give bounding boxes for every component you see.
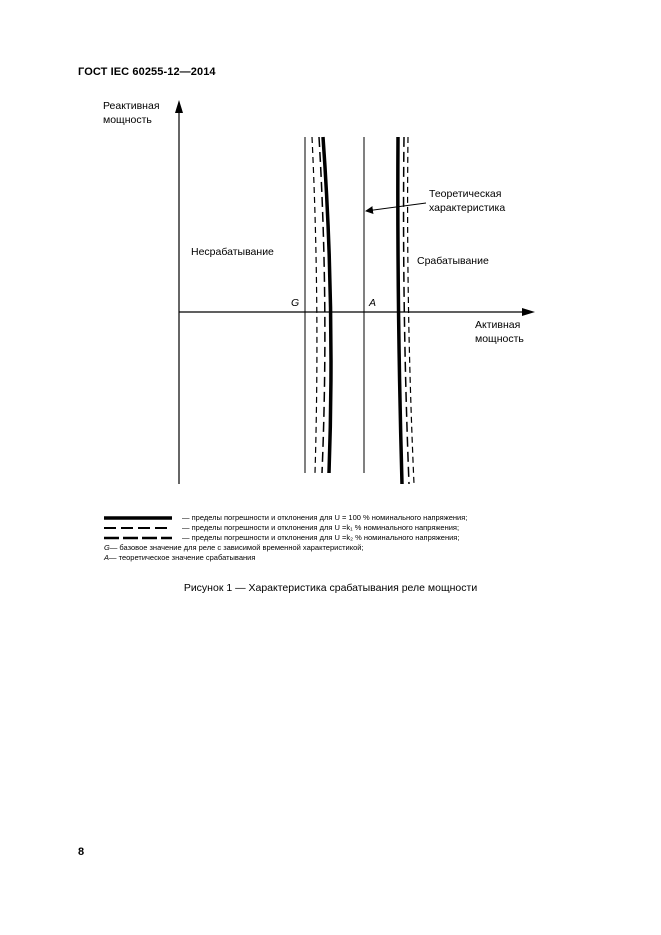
legend-sample-medium-dash bbox=[104, 533, 172, 543]
legend-row-k2 bbox=[104, 533, 574, 543]
a-curve-100 bbox=[398, 137, 402, 484]
y-axis-arrow bbox=[175, 100, 183, 113]
figure-caption: Рисунок 1 — Характеристика срабатывания реле мощности bbox=[183, 582, 478, 594]
x-axis-label-line2: мощность bbox=[475, 333, 524, 345]
g-curve-k1 bbox=[319, 137, 325, 473]
y-axis-label-line1: Реактивная bbox=[103, 100, 160, 112]
region-no-operate: Несрабатывание bbox=[191, 246, 274, 258]
legend-text: — пределы погрешности и отклонения для U = 100 % номинального напряжения; bbox=[182, 513, 468, 522]
legend-text: — теоретическое значение срабатывания bbox=[109, 553, 256, 562]
document-header: ГОСТ IEC 60255-12—2014 bbox=[78, 66, 216, 78]
annotation-line1: Теоретическая bbox=[429, 188, 502, 200]
legend-text: — базовое значение для реле с зависимой временной характеристикой; bbox=[109, 543, 364, 552]
g-curve-k2 bbox=[312, 137, 317, 473]
a-curve-k2 bbox=[408, 137, 414, 484]
legend-key-g: G bbox=[104, 543, 110, 552]
legend-row-100 bbox=[104, 513, 574, 523]
y-axis-label-line2: мощность bbox=[103, 114, 152, 126]
annotation-line2: характеристика bbox=[429, 202, 506, 214]
legend-sample-thick-solid bbox=[104, 513, 172, 523]
region-operate: Срабатывание bbox=[417, 255, 489, 267]
x-axis-label-line1: Активная bbox=[475, 319, 521, 331]
x-axis-arrow bbox=[522, 308, 535, 316]
legend-row-k1 bbox=[104, 523, 574, 533]
legend-text: — пределы погрешности и отклонения для U =k₁ % номинального напряжения; bbox=[182, 523, 460, 532]
point-a-label: A bbox=[369, 297, 377, 309]
legend-row-g bbox=[104, 543, 574, 553]
figure-legend bbox=[104, 513, 574, 563]
point-g-label: G bbox=[291, 297, 300, 309]
legend-key-a: A bbox=[104, 553, 110, 562]
annotation-arrow bbox=[366, 203, 426, 211]
legend-row-a bbox=[104, 553, 574, 563]
legend-text: — пределы погрешности и отклонения для U =k₂ % номинального напряжения; bbox=[182, 533, 460, 542]
legend-sample-long-dash bbox=[104, 523, 172, 533]
page-number: 8 bbox=[78, 846, 85, 858]
